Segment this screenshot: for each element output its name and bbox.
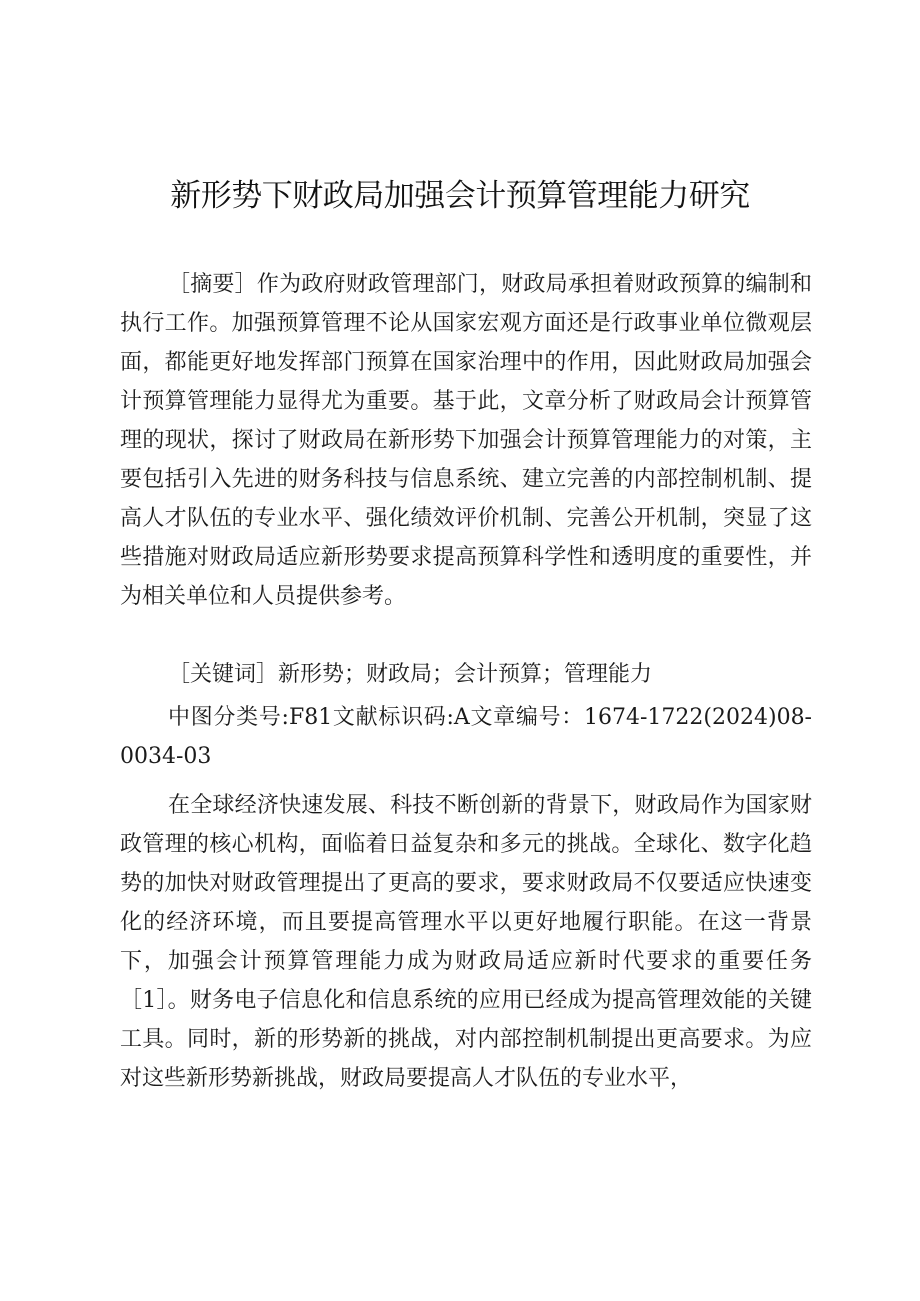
abstract-paragraph: ［摘要］作为政府财政管理部门，财政局承担着财政预算的编制和执行工作。加强预算管理不论从国家宏观方面还是行政事业单位微观层面，都能更好地发挥部门预算在国家治理中的作用，因此财政局加强会计预算管理能力显得尤为重要。基于此，文章分析了财政局会计预算管理的现状，探讨了财政局在新形势下加强会计预算管理能力的对策，主要包括引入先进的财务科技与信息系统、建立完善的内部控制机制、提高人才队伍的专业水平、强化绩效评价机制、完善公开机制，突显了这些措施对财政局适应新形势要求提高预算科学性和透明度的重要性，并为相关单位和人员提供参考。	[120, 272, 812, 609]
document-title: 新形势下财政局加强会计预算管理能力研究	[170, 178, 750, 214]
classification-line: 中图分类号:F81文献标识码:A文章编号：1674-1722(2024)08-0034-03	[120, 705, 812, 769]
body-paragraph: 在全球经济快速发展、科技不断创新的背景下，财政局作为国家财政管理的核心机构，面临着日益复杂和多元的挑战。全球化、数字化趋势的加快对财政管理提出了更高的要求，要求财政局不仅要适应快速变化的经济环境，而且要提高管理水平以更好地履行职能。在这一背景下，加强会计预算管理能力成为财政局适应新时代要求的重要任务［1］。财务电子信息化和信息系统的应用已经成为提高管理效能的关键工具。同时，新的形势新的挑战，对内部控制机制提出更高要求。为应对这些新形势新挑战，财政局要提高人才队伍的专业水平，	[120, 793, 812, 1091]
keywords-line: ［关键词］新形势；财政局；会计预算；管理能力	[168, 662, 653, 687]
